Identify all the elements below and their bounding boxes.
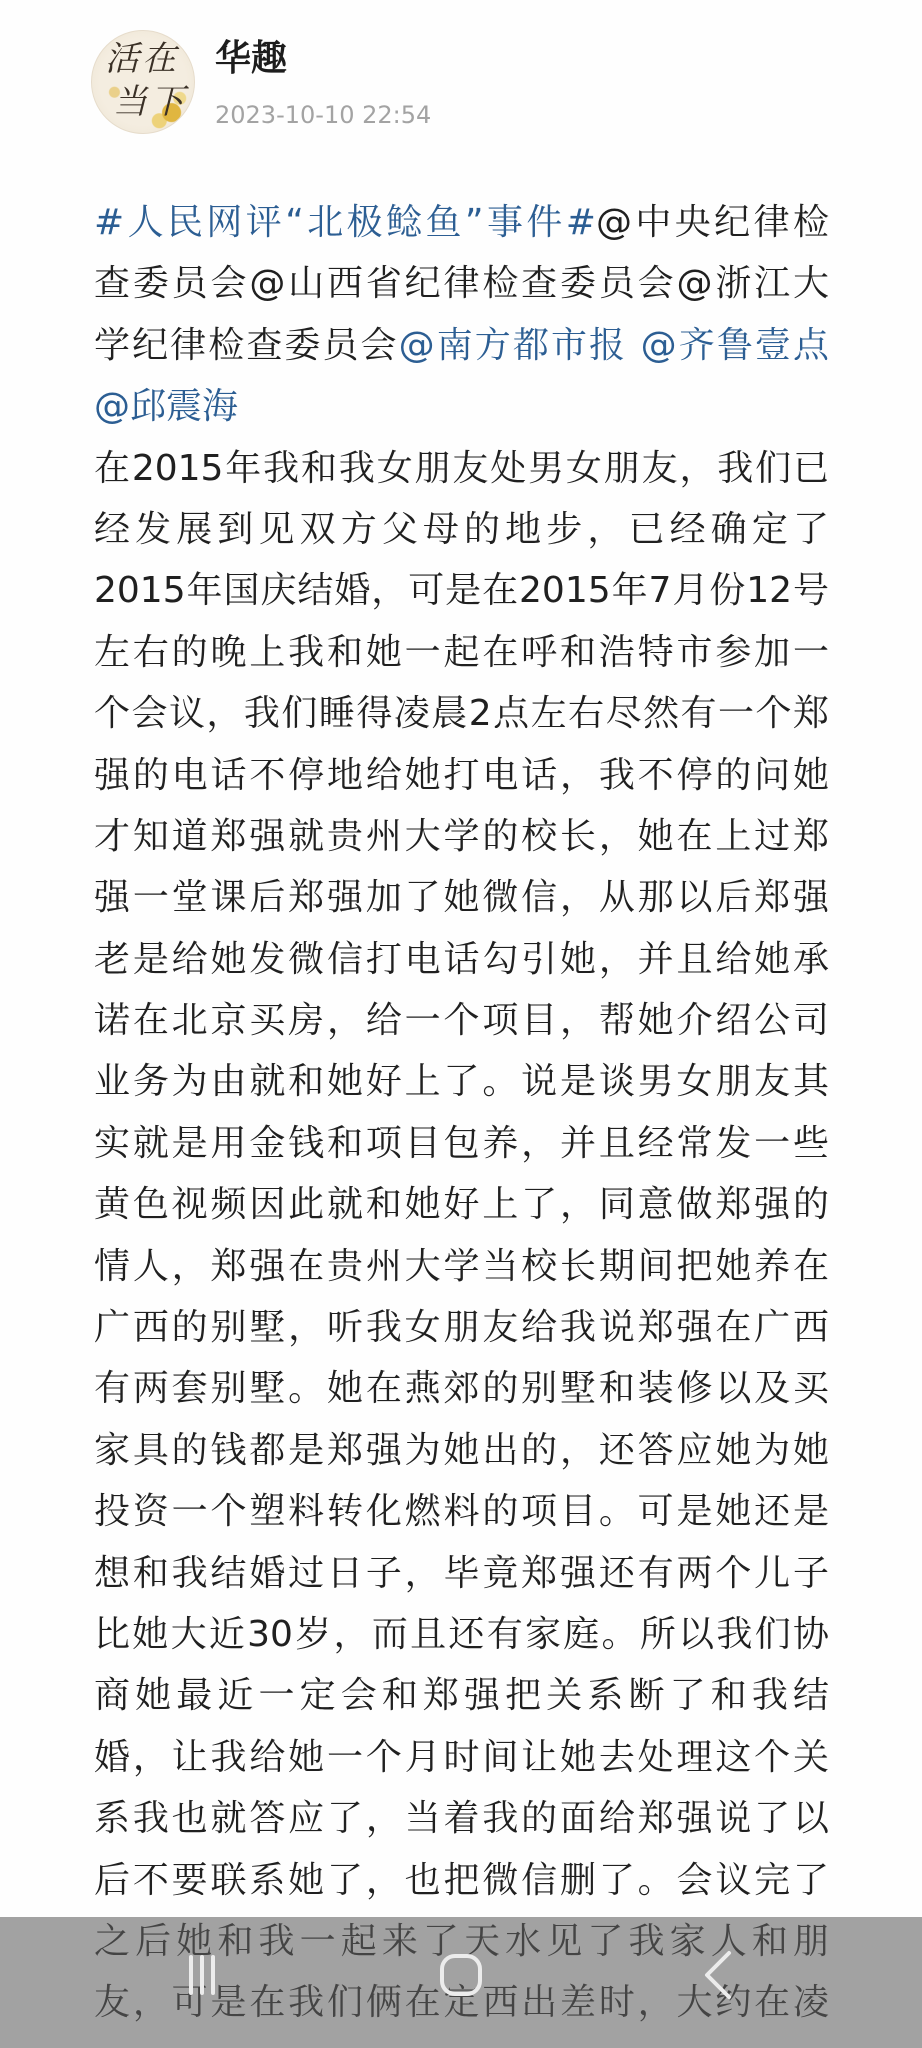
body-line: 老是给她发微信打电话勾引她，并且给她承 — [94, 938, 829, 980]
body-line: 想和我结婚过日子，毕竟郑强还有两个儿子 — [94, 1552, 829, 1594]
body-line: 个会议，我们睡得凌晨2点左右尽然有一个郑 — [94, 693, 829, 735]
body-text: 学纪律检查委员会 — [94, 324, 399, 366]
body-line — [94, 253, 829, 314]
body-text: @中央纪律检 — [595, 202, 829, 243]
body-line: 系我也就答应了，当着我的面给郑强说了以 — [94, 1798, 829, 1840]
body-line: 业务为由就和她好上了。说是谈男女朋友其 — [94, 1061, 829, 1103]
avatar[interactable] — [91, 30, 195, 134]
body-line: 强一堂课后郑强加了她微信，从那以后郑强 — [94, 877, 829, 919]
hashtag-link[interactable]: #人民网评“北极鲶鱼”事件# — [94, 202, 596, 243]
system-nav-bar — [0, 1917, 922, 2048]
body-line: 实就是用金钱和项目包养，并且经常发一些 — [94, 1122, 829, 1164]
body-line: 广西的别墅，听我女朋友给我说郑强在广西 — [94, 1307, 829, 1349]
body-line — [94, 376, 829, 437]
body-line: 在2015年我和我女朋友处男女朋友，我们已 — [94, 447, 829, 489]
mention-link[interactable]: @邱震海 — [94, 386, 239, 428]
body-line: 经发展到见双方父母的地步，已经确定了 — [94, 508, 829, 550]
avatar-calligraphy-bottom: 当下 — [113, 82, 187, 122]
post-timestamp: 2023-10-10 22:54 — [215, 101, 432, 129]
body-line: 有两套别墅。她在燕郊的别墅和装修以及买 — [94, 1368, 829, 1410]
body-line: 商她最近一定会和郑强把关系断了和我结 — [94, 1675, 829, 1717]
home-icon — [439, 1953, 483, 1997]
body-line: 后不要联系她了，也把微信删了。会议完了 — [94, 1859, 829, 1901]
author-name[interactable]: 华趣 — [215, 38, 288, 79]
body-line: 诺在北京买房，给一个项目，帮她介绍公司 — [94, 1000, 829, 1042]
body-line: 情人，郑强在贵州大学当校长期间把她养在 — [94, 1245, 829, 1287]
body-line: 2015年国庆结婚，可是在2015年7月份12号 — [94, 570, 829, 612]
avatar-calligraphy-top: 活在 — [105, 39, 179, 79]
body-line: 强的电话不停地给她打电话，我不停的问她 — [94, 754, 829, 796]
home-button[interactable] — [431, 1945, 491, 2005]
body-line: 投资一个塑料转化燃料的项目。可是她还是 — [94, 1491, 829, 1533]
body-line — [94, 315, 829, 376]
body-line: 黄色视频因此就和她好上了，同意做郑强的 — [94, 1184, 829, 1226]
body-text — [627, 325, 641, 366]
story-paragraph — [94, 438, 829, 2034]
body-line: 婚，让我给她一个月时间让她去处理这个关 — [94, 1736, 829, 1778]
body-line: 才知道郑强就贵州大学的校长，她在上过郑 — [94, 815, 829, 857]
body-line — [94, 192, 829, 253]
body-text: 查委员会@山西省纪律检查委员会@浙江大 — [94, 263, 829, 305]
body-line: 左右的晚上我和她一起在呼和浩特市参加一 — [94, 631, 829, 673]
back-button[interactable] — [688, 1945, 748, 2005]
back-icon — [703, 1950, 733, 2000]
recents-button[interactable] — [172, 1945, 232, 2005]
mention-link[interactable]: @齐鲁壹点 — [640, 324, 829, 366]
post-body — [94, 192, 829, 2034]
body-line: 家具的钱都是郑强为她出的，还答应她为她 — [94, 1429, 829, 1471]
recents-icon — [187, 1953, 217, 1997]
tags-paragraph — [94, 192, 829, 438]
mention-link[interactable]: @南方都市报 — [398, 324, 628, 366]
body-line: 比她大近30岁，而且还有家庭。所以我们协 — [94, 1613, 829, 1655]
